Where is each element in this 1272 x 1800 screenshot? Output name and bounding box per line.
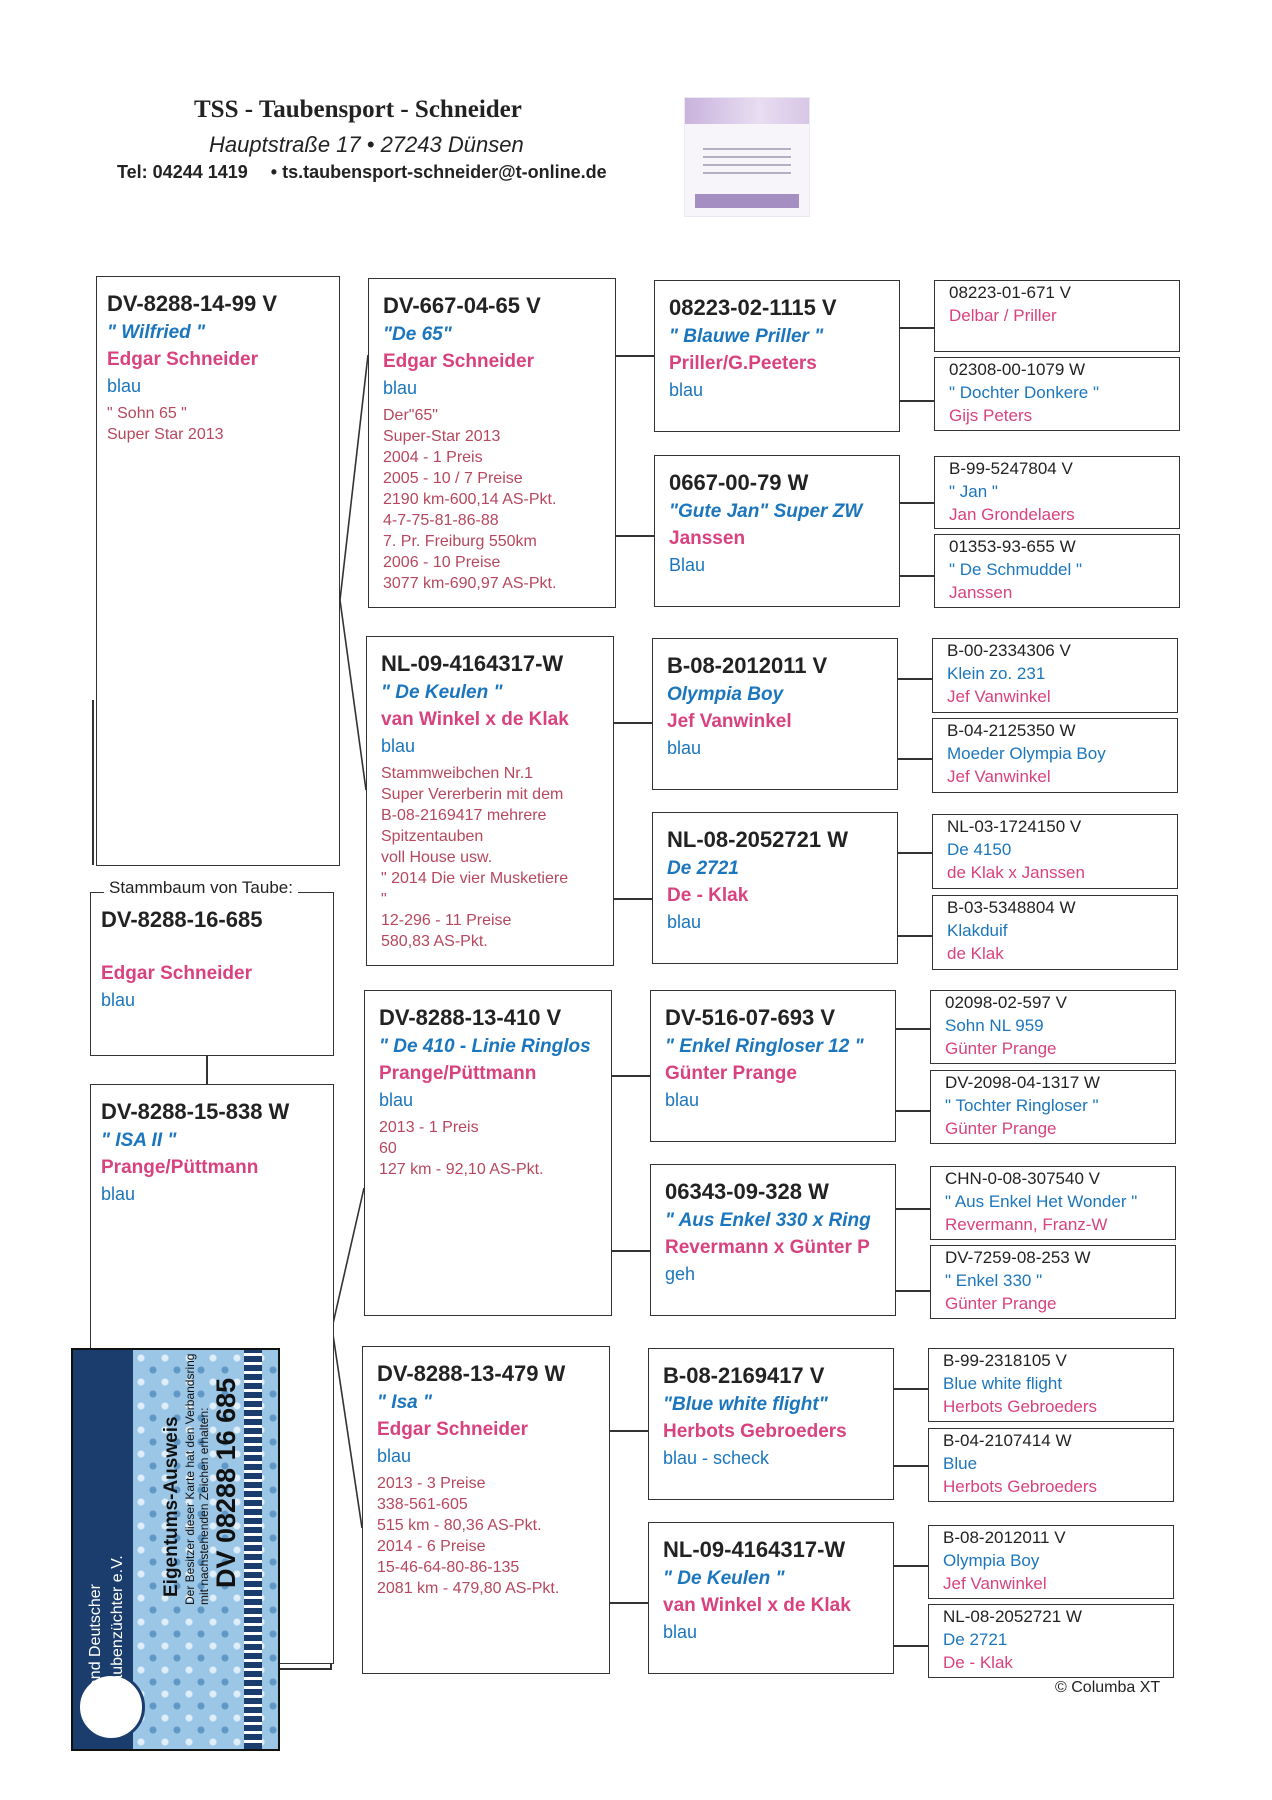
note-line: 2190 km-600,14 AS-Pkt. [383,491,557,508]
breeder-name: Gijs Peters [949,406,1033,425]
ancestor-card [930,1166,1176,1240]
performance-notes [381,763,599,952]
connector-line [898,852,932,854]
ancestor-card [934,456,1180,529]
breeder-name: Günter Prange [945,1294,1057,1313]
ring-number: 02308-00-1079 W [949,360,1086,379]
ancestor-card [932,814,1178,889]
note-line: 2014 - 6 Preise [377,1538,486,1555]
ownership-card [71,1348,280,1751]
breeder-name: Revermann x Günter P [665,1237,870,1258]
ring-number: DV-8288-14-99 V [107,291,277,316]
card-org-line1: Verband Deutscher [87,1584,104,1721]
pigeon-name: Blue [943,1454,978,1473]
ring-number: 08223-02-1115 V [669,295,837,320]
pigeon-name: " Tochter Ringloser " [945,1096,1099,1115]
ring-number: DV-667-04-65 V [383,293,541,318]
pigeon-name: Blue white flight [943,1374,1063,1393]
ancestor-card [932,718,1178,793]
pigeon-name: "De 65" [383,324,452,345]
connector-line [898,758,932,760]
breeder-name: Janssen [669,528,746,549]
pigeon-name: Klein zo. 231 [947,664,1046,683]
ring-number: DV-8288-16-685 [101,907,263,932]
connector-line [612,1075,650,1077]
email-address: • ts.taubensport-schneider@t-online.de [270,162,607,182]
breeder-name: Jef Vanwinkel [667,711,792,732]
note-line: " Sohn 65 " [107,405,187,422]
ancestor-card [928,1525,1174,1599]
ancestor-card [934,357,1180,431]
breeder-title: TSS - Taubensport - Schneider [194,96,522,123]
feather-color: blau [377,1446,412,1466]
feather-color: blau [379,1090,414,1110]
breeder-name: Edgar Schneider [377,1419,528,1440]
note-line: 2004 - 1 Preis [383,449,483,466]
award-certificate-logo [684,97,810,217]
pigeon-name: " Jan " [949,482,998,501]
ring-number: B-08-2169417 V [663,1363,825,1388]
connector-line [894,1565,928,1567]
ancestor-card [934,534,1180,608]
breeder-name: Prange/Püttmann [379,1063,537,1084]
ring-number: NL-09-4164317-W [663,1537,846,1562]
breeder-name: Edgar Schneider [107,349,258,370]
ring-number: CHN-0-08-307540 V [945,1169,1100,1188]
connector-line [894,1465,928,1467]
connector-line [616,535,654,537]
feather-color: blau [667,738,702,758]
connector-line [896,1290,930,1292]
connector-line [896,1028,930,1030]
pigeon-name: " De 410 - Linie Ringlos [379,1036,591,1057]
breeder-name: Günter Prange [665,1063,797,1084]
breeder-name: Herbots Gebroeders [663,1421,847,1442]
feather-color: blau [383,378,418,398]
breeder-contact [117,162,607,183]
ring-number: DV-8288-13-479 W [377,1361,566,1386]
breeder-name: de Klak x Janssen [947,863,1085,882]
ring-number: 01353-93-655 W [949,537,1076,556]
note-line: 12-296 - 11 Preise [381,912,512,929]
ancestor-card [930,1245,1176,1319]
pigeon-name: " De Keulen " [381,682,503,703]
connector-line [896,1208,930,1210]
breeder-name: Jef Vanwinkel [943,1574,1047,1593]
note-line: Super-Star 2013 [383,428,501,445]
great-grandparent-card [648,1522,894,1674]
card-desc-line1: Der Besitzer dieser Karte hat den Verbandsring [183,1353,197,1605]
note-line: 2081 km - 479,80 AS-Pkt. [377,1580,560,1597]
feather-color: geh [665,1264,696,1284]
ancestor-card [934,280,1180,352]
note-line: 515 km - 80,36 AS-Pkt. [377,1517,542,1534]
pigeon-name: Moeder Olympia Boy [947,744,1106,763]
ring-number: 0667-00-79 W [669,470,809,495]
pigeon-name: " Blauwe Priller " [669,326,824,347]
note-line: 2013 - 3 Preise [377,1475,486,1492]
phone-number: Tel: 04244 1419 [117,162,248,182]
performance-notes [107,403,329,445]
father-card [96,276,340,866]
feather-color: blau [663,1622,698,1642]
breeder-name: de Klak [947,944,1004,963]
note-line: 3077 km-690,97 AS-Pkt. [383,575,557,592]
pigeon-name: Olympia Boy [943,1551,1040,1570]
pigeon-name: De 2721 [667,858,739,879]
pigeon-name: Olympia Boy [667,684,784,705]
ring-number: DV-7259-08-253 W [945,1248,1091,1267]
breeder-name: De - Klak [667,885,749,906]
note-line: 580,83 AS-Pkt. [381,933,488,950]
connector-line [280,1668,332,1670]
connector-line [894,1645,928,1647]
great-grandparent-card [652,638,898,790]
note-line: " [381,891,387,908]
performance-notes [379,1117,597,1180]
note-line: Super Vererberin mit dem [381,786,564,803]
performance-notes [377,1473,595,1599]
ancestor-card [928,1348,1174,1422]
note-line: 4-7-75-81-86-88 [383,512,499,529]
pigeon-name: " ISA II " [101,1130,177,1151]
pigeon-name: " Enkel 330 " [945,1271,1043,1290]
ring-number: DV-8288-15-838 W [101,1099,290,1124]
ring-number: 02098-02-597 V [945,993,1067,1012]
note-line: 7. Pr. Freiburg 550km [383,533,537,550]
pigeon-name: Sohn NL 959 [945,1016,1044,1035]
card-org-line2: Brieftaubenzüchter e.V. [109,1555,126,1721]
breeder-name: van Winkel x de Klak [381,709,569,730]
note-line: voll House usw. [381,849,493,866]
great-grandparent-card [654,280,900,432]
breeder-name: Jan Grondelaers [949,505,1075,524]
grandparent-card [362,1346,610,1674]
pigeon-name: " De Keulen " [663,1568,785,1589]
breeder-name: Delbar / Priller [949,306,1057,325]
feather-color: blau [669,380,704,400]
connector-line [610,1602,648,1604]
connector-line [898,678,932,680]
note-line: 15-46-64-80-86-135 [377,1559,520,1576]
connector-line [900,400,934,402]
pigeon-name: " Wilfried " [107,322,206,343]
ring-number: B-03-5348804 W [947,898,1076,917]
feather-color: blau [665,1090,700,1110]
ring-number: B-08-2012011 V [943,1528,1066,1547]
pigeon-name: " De Schmuddel " [949,560,1083,579]
breeder-name: Prange/Püttmann [101,1157,259,1178]
pigeon-name: "Gute Jan" Super ZW [669,501,863,522]
great-grandparent-card [652,812,898,964]
ancestor-card [932,895,1178,970]
card-ring-number: DV 08288 16 685 [211,1377,241,1588]
ring-number: 08223-01-671 V [949,283,1071,302]
note-line: 60 [379,1140,397,1157]
breeder-name: Günter Prange [945,1119,1057,1138]
feather-color: blau [107,376,142,396]
connector-line [610,1430,648,1432]
grandparent-card [366,636,614,966]
pigeon-name: " Isa " [377,1392,432,1413]
ring-number: B-04-2125350 W [947,721,1076,740]
pigeon-name: " Dochter Donkere " [949,383,1100,402]
ring-number: 06343-09-328 W [665,1179,829,1204]
breeder-name: Edgar Schneider [101,963,252,984]
note-line: " 2014 Die vier Musketiere [381,870,569,887]
ring-number: NL-08-2052721 W [667,827,848,852]
breeder-name: Edgar Schneider [383,351,534,372]
connector-line [900,502,934,504]
note-line: Spitzentauben [381,828,484,845]
feather-color: blau - scheck [663,1448,770,1468]
breeder-name: Jef Vanwinkel [947,687,1051,706]
great-grandparent-card [650,1164,896,1316]
pigeon-name: De 2721 [943,1630,1008,1649]
note-line: Stammweibchen Nr.1 [381,765,534,782]
grandparent-card [368,278,616,608]
note-line: 2005 - 10 / 7 Preise [383,470,523,487]
feather-color: blau [667,912,702,932]
note-line: 127 km - 92,10 AS-Pkt. [379,1161,544,1178]
pedigree-caption: Stammbaum von Taube: [104,878,298,898]
note-line: B-08-2169417 mehrere [381,807,547,824]
great-grandparent-card [654,455,900,607]
connector-line [900,327,934,329]
note-line: Der"65" [383,407,438,424]
ancestor-card [930,1070,1176,1144]
connector-line [900,575,934,577]
pigeon-name: " Enkel Ringloser 12 " [665,1036,864,1057]
feather-color: blau [381,736,416,756]
ring-number: NL-08-2052721 W [943,1607,1082,1626]
feather-color: Blau [669,555,706,575]
connector-line [614,898,652,900]
breeder-name: Jef Vanwinkel [947,767,1051,786]
breeder-name: Günter Prange [945,1039,1057,1058]
ring-number: NL-03-1724150 V [947,817,1082,836]
ring-number: B-99-2318105 V [943,1351,1067,1370]
ancestor-card [930,990,1176,1064]
ring-number: B-00-2334306 V [947,641,1071,660]
performance-notes [383,405,601,594]
connector-line [894,1388,928,1390]
copyright-text: © Columba XT [1055,1679,1161,1696]
note-line: Super Star 2013 [107,426,224,443]
connector-line [614,722,652,724]
ring-number: DV-516-07-693 V [665,1005,835,1030]
grandparent-card [364,990,612,1316]
feather-color: blau [101,1184,136,1204]
breeder-name: van Winkel x de Klak [663,1595,851,1616]
breeder-name: Herbots Gebroeders [943,1397,1098,1416]
great-grandparent-card [648,1348,894,1500]
note-line: 2013 - 1 Preis [379,1119,479,1136]
card-stripe [244,1350,262,1749]
ring-number: B-04-2107414 W [943,1431,1072,1450]
note-line: 338-561-605 [377,1496,468,1513]
note-line: 2006 - 10 Preise [383,554,501,571]
card-title: Eigentums-Ausweis [161,1416,182,1597]
breeder-address: Hauptstraße 17 • 27243 Dünsen [209,132,524,157]
breeder-name: Revermann, Franz-W [945,1215,1108,1234]
ring-number: DV-8288-13-410 V [379,1005,562,1030]
ancestor-card [928,1604,1174,1678]
connector-line [92,700,94,865]
breeder-name: De - Klak [943,1653,1013,1672]
subject-card [90,892,334,1056]
connector-line [898,935,932,937]
pigeon-name: Klakduif [947,921,1008,940]
great-grandparent-card [650,990,896,1142]
feather-color: blau [101,990,136,1010]
connector-line [612,1250,650,1252]
pigeon-name: De 4150 [947,840,1012,859]
ring-number: B-99-5247804 V [949,459,1073,478]
pigeon-name: "Blue white flight" [663,1394,828,1415]
pigeon-name: " Aus Enkel 330 x Ring [665,1210,871,1231]
connector-line [896,1110,930,1112]
connector-line [206,1056,208,1084]
pigeon-name: " Aus Enkel Het Wonder " [945,1192,1138,1211]
breeder-name: Priller/G.Peeters [669,353,817,374]
ancestor-card [928,1428,1174,1502]
ancestor-card [932,638,1178,713]
card-desc-line2: mit nachstehenden Zeichen erhalten: [197,1407,211,1605]
breeder-name: Janssen [949,583,1013,602]
breeder-name: Herbots Gebroeders [943,1477,1098,1496]
ring-number: B-08-2012011 V [667,653,828,678]
connector-line [616,355,654,357]
ring-number: NL-09-4164317-W [381,651,564,676]
ring-number: DV-2098-04-1317 W [945,1073,1100,1092]
